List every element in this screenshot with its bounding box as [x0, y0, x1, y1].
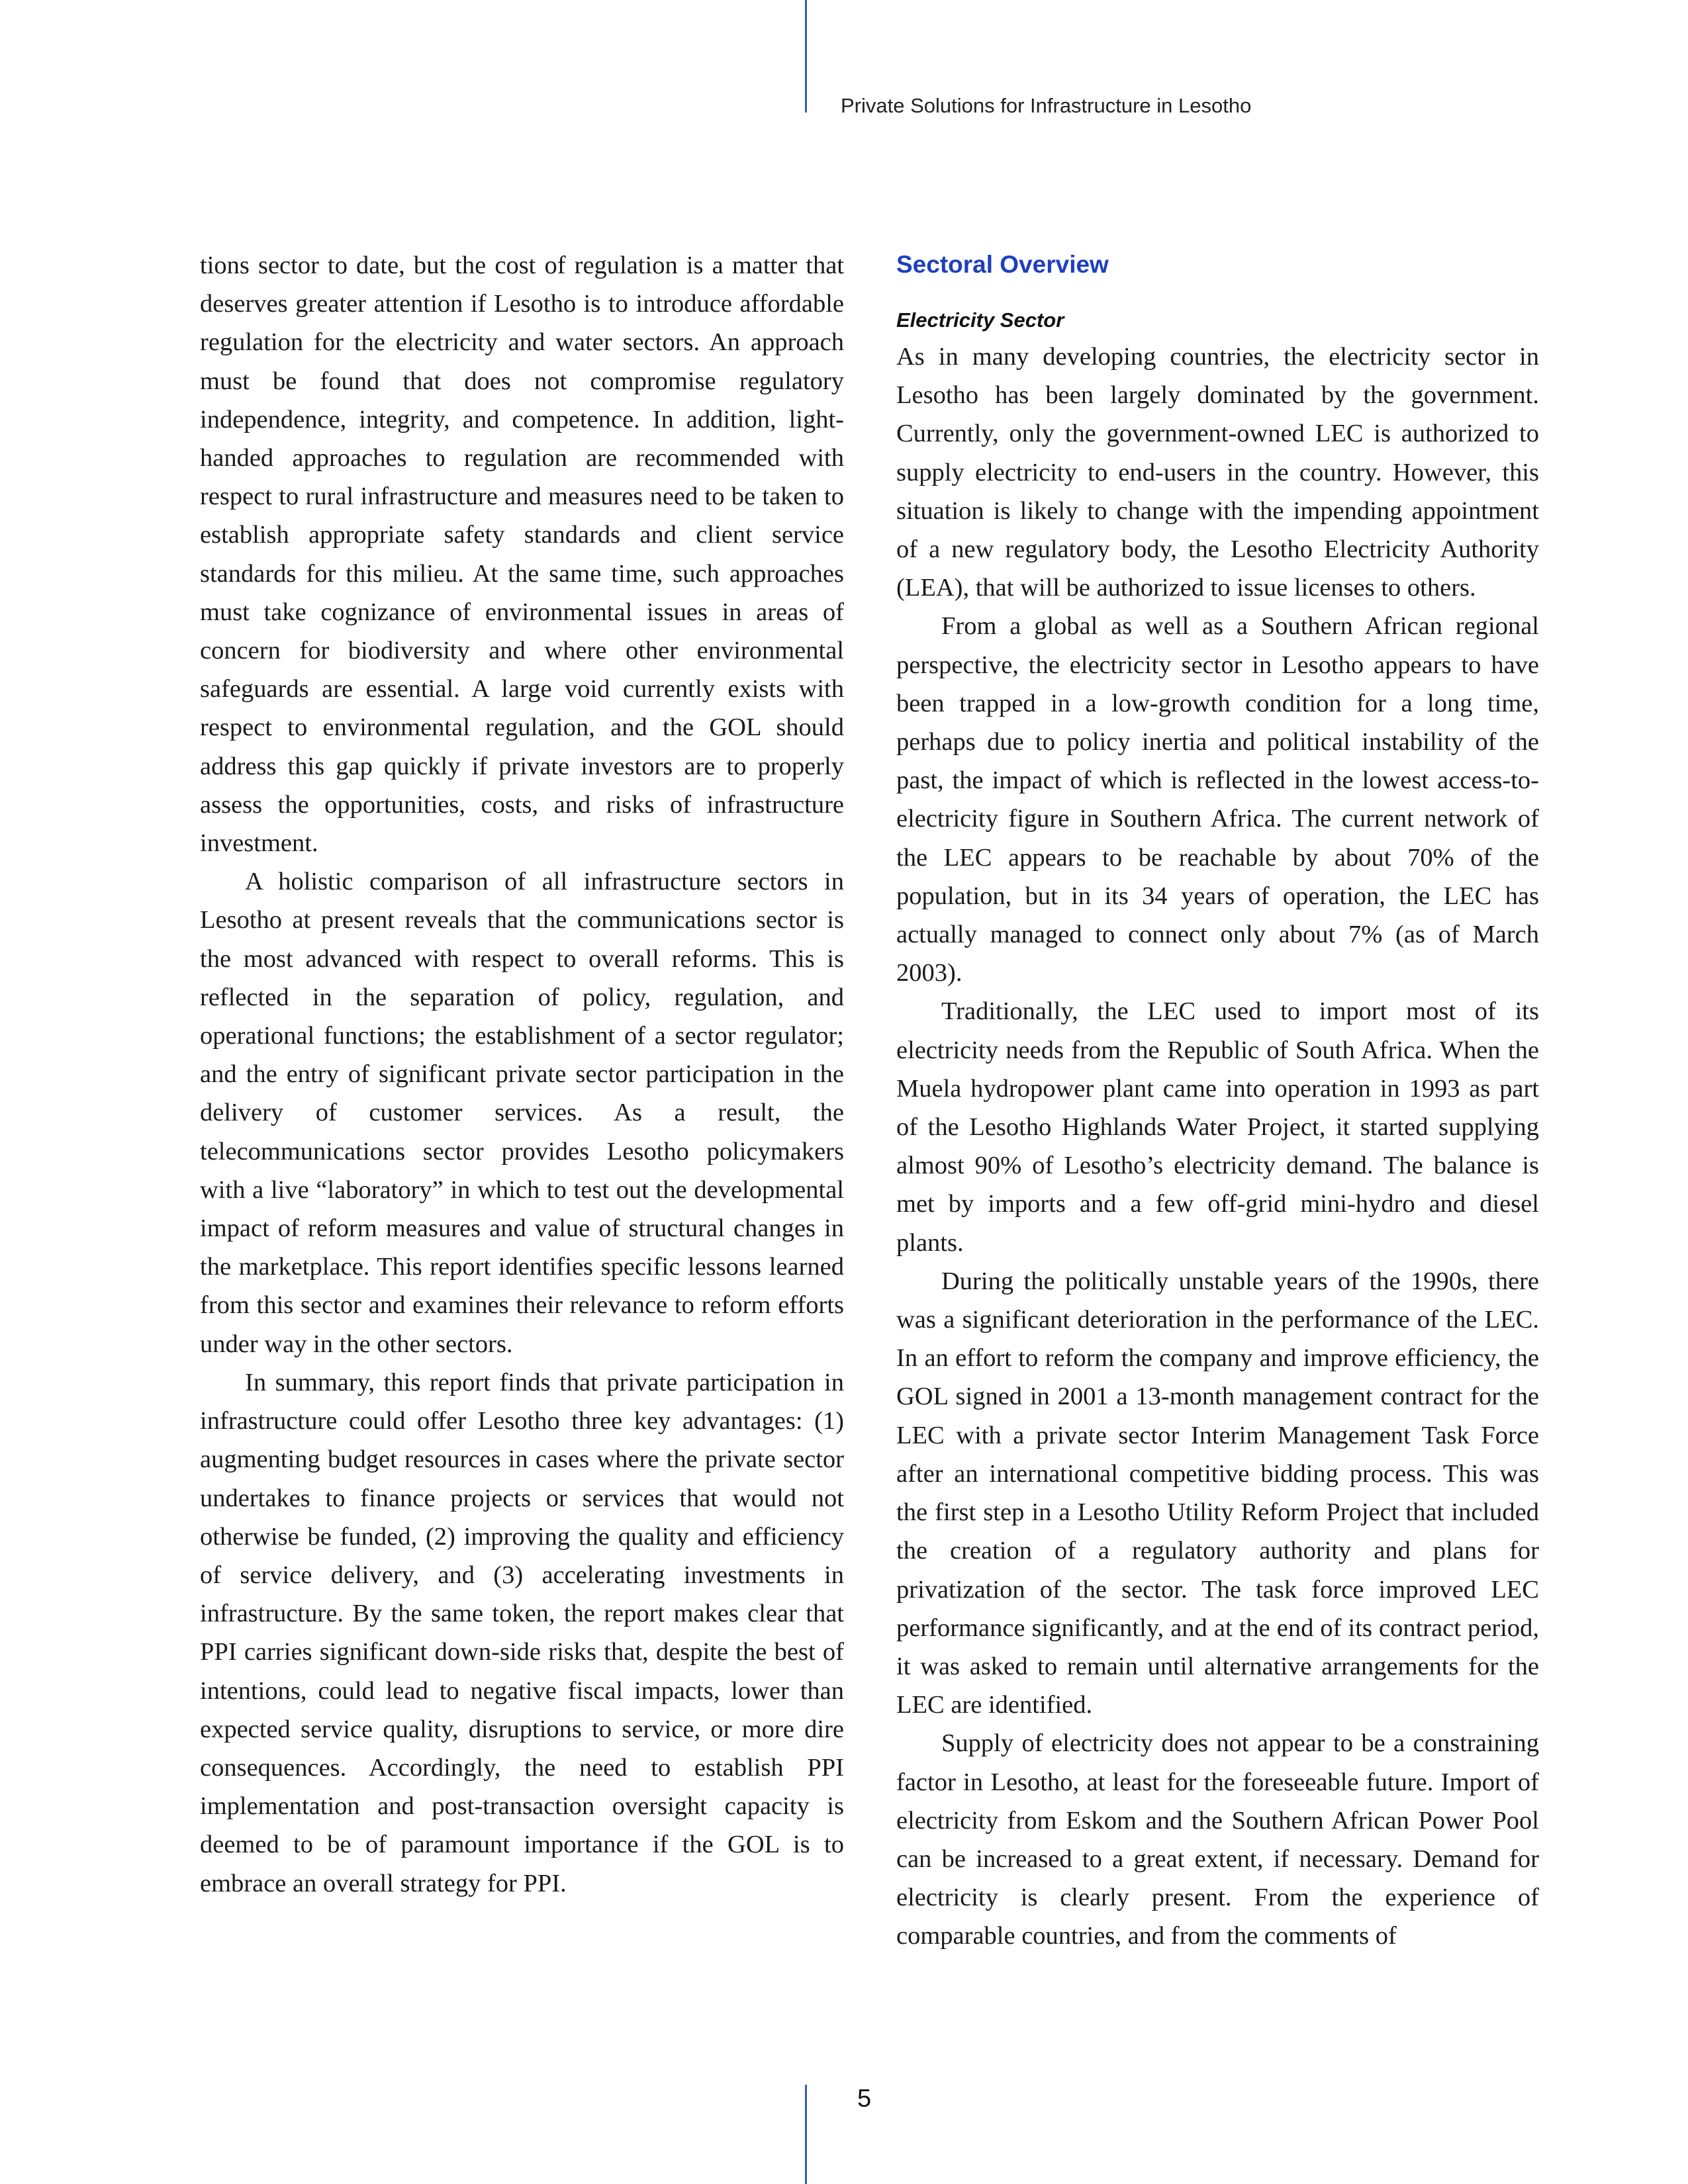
right-text-column [896, 246, 1539, 1956]
body-paragraph: Supply of electricity does not appear to be a constraining factor in Lesotho, at least for the foreseeable future. Import of electricity from Eskom and the Southern African Power Pool can be increased to a great extent, if necessary. Demand for electricity is clearly present. From the experience of comparable countries, and from the comments of [896, 1729, 1539, 1950]
body-paragraph: In summary, this report finds that private participation in infrastructure could offer Lesotho three key advantages: (1) augmenting budget resources in cases where the private sector undertakes to finance projects or services that would not otherwise be funded, (2) improving the quality and efficiency of service delivery, and (3) accelerating investments in infrastructure. By the same token, the report makes clear that PPI carries significant down-side risks that, despite the best of intentions, could lead to negative fiscal impacts, lower than expected service quality, disruptions to service, or more dire consequences. Accordingly, the need to establish PPI implementation and post-transaction oversight capacity is deemed to be of paramount importance if the GOL is to embrace an overall strategy for PPI. [200, 1368, 844, 1897]
running-head-title: Private Solutions for Infrastructure in Lesotho [841, 94, 1252, 117]
section-heading: Sectoral Overview [896, 251, 1109, 278]
body-paragraph: Traditionally, the LEC used to import most of its electricity needs from the Republic of South Africa. When the Muela hydropower plant came into operation in 1993 as part of the Lesotho Highlands Water Project, it started supplying almost 90% of Lesotho’s electricity demand. The balance is met by imports and a few off-grid mini-hydro and diesel plants. [896, 997, 1539, 1257]
page-number: 5 [857, 2085, 872, 2113]
left-text-column [200, 246, 844, 1903]
body-paragraph: From a global as well as a Southern African regional perspective, the electricity sector in Lesotho appears to have been trapped in a low-growth condition for a long time, perhaps due to policy inertia and political instability of the past, the impact of which is reflected in the lowest access-to-electricity figure in Southern Africa. The current network of the LEC appears to be reachable by about 70% of the population, but in its 34 years of operation, the LEC has actually managed to connect only about 7% (as of March 2003). [896, 612, 1539, 987]
body-paragraph: tions sector to date, but the cost of regulation is a matter that deserves greater attention if Lesotho is to introduce affordable regulation for the electricity and water sectors. An approach must be found that does not compromise regulatory independence, integrity, and competence. In addition, light-handed approaches to regulation are recommended with respect to rural infrastructure and measures need to be taken to establish appropriate safety standards and client service standards for this milieu. At the same time, such approaches must take cognizance of environmental issues in areas of concern for biodiversity and where other environmental safeguards are essential. A large void currently exists with respect to environmental regulation, and the GOL should address this gap quickly if private investors are to properly assess the opportunities, costs, and risks of infrastructure investment. [200, 251, 844, 858]
footer-divider-line [805, 2085, 807, 2184]
subsection-heading: Electricity Sector [896, 308, 1064, 332]
body-paragraph: A holistic comparison of all infrastructure sectors in Lesotho at present reveals that the communications sector is the most advanced with respect to overall reforms. This is reflected in the separation of policy, regulation, and operational functions; the establishment of a sector regulator; and the entry of significant private sector participation in the delivery of customer services. As a result, the telecommunications sector provides Lesotho policymakers with a live “laboratory” in which to test out the developmental impact of reform measures and value of structural changes in the marketplace. This report identifies specific lessons learned from this sector and examines their relevance to reform efforts under way in the other sectors. [200, 868, 844, 1358]
body-paragraph: As in many developing countries, the electricity sector in Lesotho has been largely dominated by the government. Currently, only the government-owned LEC is authorized to supply electricity to end-users in the country. However, this situation is likely to change with the impending appointment of a new regulatory body, the Lesotho Electricity Authority (LEA), that will be authorized to issue licenses to others. [896, 343, 1539, 602]
header-divider-line [805, 0, 807, 113]
body-paragraph: During the politically unstable years of the 1990s, there was a significant deterioration in the performance of the LEC. In an effort to reform the company and improve efficiency, the GOL signed in 2001 a 13-month management contract for the LEC with a private sector Interim Management Task Force after an international competitive bidding process. This was the first step in a Lesotho Utility Reform Project that included the creation of a regulatory authority and plans for privatization of the sector. The task force improved LEC performance significantly, and at the end of its contract period, it was asked to remain until alternative arrangements for the LEC are identified. [896, 1267, 1539, 1719]
